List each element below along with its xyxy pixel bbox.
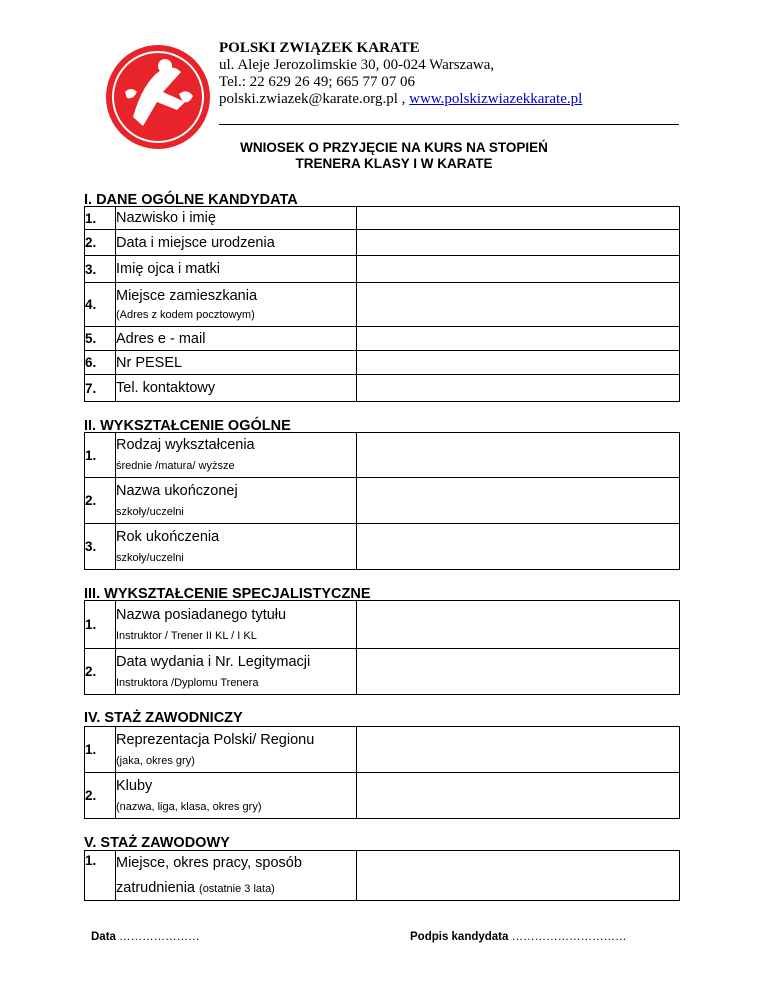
table-row [85,327,680,351]
signature-label: Podpis kandydata [410,931,509,943]
org-phone: Tel.: 22 629 26 49; 665 77 07 06 [219,74,416,90]
contact-separator: , [397,91,410,107]
row-number: 7. [85,375,116,402]
field-label [116,478,357,524]
row-number: 3. [85,256,116,283]
table-row [85,649,680,695]
table-row [85,283,680,327]
field-label-main: Rok ukończenia [116,528,220,545]
table-row [85,478,680,524]
table-row [85,207,680,230]
document-title [219,140,569,172]
table-row [85,727,680,773]
field-label-hint: średnie /matura/ wyższe [116,460,235,472]
field-label [116,773,357,819]
row-number: 2. [85,649,116,695]
email-field[interactable] [357,327,680,351]
table-row [85,230,680,256]
date-signature-line [91,931,200,943]
row-number: 2. [85,478,116,524]
row-number: 4. [85,283,116,327]
table-row [85,524,680,570]
table-row [85,601,680,649]
row-number: 1. [85,433,116,478]
field-label: Nr PESEL [116,351,357,375]
section-heading-general-education: II. WYKSZTAŁCENIE OGÓLNE [84,418,291,434]
field-label: Nazwisko i imię [116,207,357,230]
field-label-hint: (Adres z kodem pocztowym) [116,308,255,321]
table-row [85,375,680,402]
field-label-line2: zatrudnienia [116,879,195,896]
field-label [116,524,357,570]
section-heading-professional-experience: V. STAŻ ZAWODOWY [84,835,230,851]
field-label: Tel. kontaktowy [116,375,357,402]
row-number: 2. [85,773,116,819]
full-name-field[interactable] [357,207,680,230]
date-field[interactable]: ………………… [119,931,200,943]
field-label-hint: szkoły/uczelni [116,551,184,564]
row-number: 6. [85,351,116,375]
field-label [116,649,357,695]
school-name-field[interactable] [357,478,680,524]
general-education-table [84,432,680,570]
karate-federation-logo [103,42,213,152]
license-number-field[interactable] [357,649,680,695]
field-label: Imię ojca i matki [116,256,357,283]
field-label-main: Data wydania i Nr. Legitymacji [116,653,311,670]
field-label-main: Nazwa posiadanego tytułu [116,606,287,623]
address-field[interactable] [357,283,680,327]
signature-field[interactable]: ………………………… [511,931,627,943]
table-row [85,351,680,375]
field-label-continued [116,880,356,897]
table-row [85,433,680,478]
org-website-link[interactable]: www.polskizwiazekkarate.pl [409,91,583,107]
candidate-signature-line [410,931,627,943]
graduation-year-field[interactable] [357,524,680,570]
field-label: Adres e - mail [116,327,357,351]
birth-date-place-field[interactable] [357,230,680,256]
field-label-main: Miejsce zamieszkania [116,287,258,304]
table-row [85,773,680,819]
field-label-hint: (nazwa, liga, klasa, okres gry) [116,800,262,813]
field-label-hint: (jaka, okres gry) [116,754,195,767]
pesel-field[interactable] [357,351,680,375]
general-data-table [84,206,680,402]
field-label: Data i miejsce urodzenia [116,230,357,256]
section-heading-competitor-experience: IV. STAŻ ZAWODNICZY [84,710,243,726]
org-email[interactable]: polski.zwiazek@karate.org.pl [219,91,398,107]
competitor-experience-table [84,726,680,819]
field-label-main: Reprezentacja Polski/ Regionu [116,731,315,748]
field-label [116,727,357,773]
title-held-field[interactable] [357,601,680,649]
field-label-main: Rodzaj wykształcenia [116,437,255,453]
section-heading-general-data: I. DANE OGÓLNE KANDYDATA [84,192,298,208]
row-number: 1. [85,851,116,901]
row-number: 3. [85,524,116,570]
row-number: 5. [85,327,116,351]
title-line-2: TRENERA KLASY I W KARATE [295,156,493,171]
field-label [116,851,357,901]
field-label [116,283,357,327]
row-number: 2. [85,230,116,256]
clubs-field[interactable] [357,773,680,819]
date-label: Data [91,931,116,943]
field-label-main: Kluby [116,777,153,794]
field-label-hint: Instruktor / Trener II KL / I KL [116,629,257,642]
field-label [116,601,357,649]
field-label-hint: szkoły/uczelni [116,505,184,518]
field-label [116,433,357,478]
title-line-1: WNIOSEK O PRZYJĘCIE NA KURS NA STOPIEŃ [240,140,548,155]
phone-field[interactable] [357,375,680,402]
section-heading-specialist-education: III. WYKSZTAŁCENIE SPECJALISTYCZNE [84,586,371,602]
row-number: 1. [85,207,116,230]
row-number: 1. [85,601,116,649]
field-label-hint: (ostatnie 3 lata) [199,882,275,895]
education-type-field[interactable] [357,433,680,478]
org-contact-line [219,91,582,108]
representation-field[interactable] [357,727,680,773]
header-divider [219,124,679,125]
org-name: POLSKI ZWIĄZEK KARATE [219,40,420,56]
work-history-field[interactable] [357,851,680,901]
specialist-education-table [84,600,680,695]
table-row [85,256,680,283]
parents-names-field[interactable] [357,256,680,283]
field-label-main: Miejsce, okres pracy, sposób [116,854,302,871]
table-row [85,851,680,901]
org-address: ul. Aleje Jerozolimskie 30, 00-024 Warszawa, [219,57,495,73]
letterhead [219,40,582,108]
field-label-hint: Instruktora /Dyplomu Trenera [116,676,259,689]
field-label-main: Nazwa ukończonej [116,482,238,499]
professional-experience-table [84,850,680,901]
row-number: 1. [85,727,116,773]
